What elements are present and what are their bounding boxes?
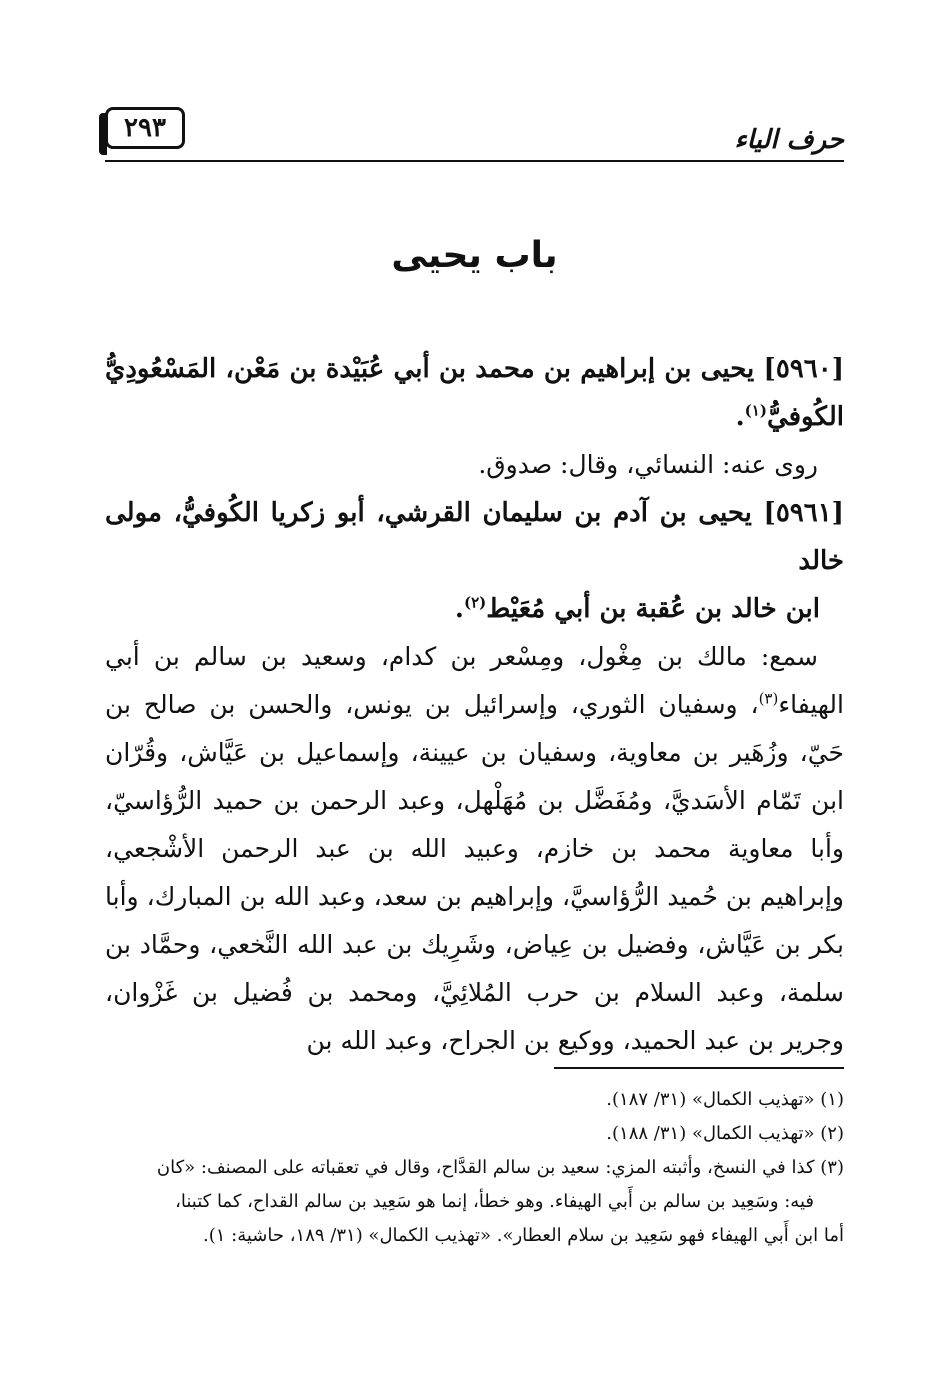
entry-end: . [735, 402, 745, 432]
entry-name: يحيى بن إبراهيم بن محمد بن أبي عُبَيْدة بن مَعْن، المَسْعُودِيُّ الكُوفيُّ [105, 354, 844, 432]
footnotes [105, 1083, 844, 1253]
entry-name-line2: ابن خالد بن عُقبة بن أبي مُعَيْط [486, 594, 820, 624]
footnote-ref[interactable]: (٣) [758, 689, 779, 708]
entry-heading-5961-cont [105, 585, 844, 633]
header-rule [105, 160, 844, 162]
entry-end: . [454, 594, 464, 624]
entry-body-5960: روى عنه: النسائي، وقال: صدوق. [478, 450, 818, 479]
body-text-part1: سمع: مالك بن مِغْول، ومِسْعر بن كدام، وسعيد بن سالم بن أبي الهيفاء [105, 642, 844, 719]
body-text-part2: ، وسفيان الثوري، وإسرائيل بن يونس، والحسن بن صالح بن حَيّ، وزُهَير بن معاوية، وسفيان بن عيينة، وإسماعيل بن عَيَّاش، وقُرّان ابن تَمّام الأسَديَّ، ومُفَضَّل بن مُهَلْهل، وعبد الرحمن بن حميد الرُّؤاسيّ، وأبا معاوية محمد بن خازم، وعبيد الله بن عبد الرحمن الأشْجعي، وإبراهيم بن حُميد الرُّؤاسيَّ، وإبراهيم بن سعد، وعبد الله بن المبارك، وأبا بكر بن عَيَّاش، وفضيل بن عِياض، وشَرِيك بن عبد الله النَّخعي، وحمَّاد بن سلمة، وعبد السلام بن حرب المُلائِيَّ، ومحمد بن فُضيل بن غَزْوان، وجرير بن عبد الحميد، ووكيع بن الجراح، وعبد الله بن [105, 690, 844, 1055]
entry-name-line1: يحيى بن آدم بن سليمان القرشي، أبو زكريا الكُوفيُّ، مولى خالد [105, 498, 844, 576]
footnote-text-line2: فيه: وسَعِيد بن سالم بن أَبي الهيفاء. وهو خطأ، إنما هو سَعِيد بن سالم القداح، كما كتبنا، [175, 1191, 814, 1212]
footnote-rule [554, 1067, 844, 1069]
footnote-2 [105, 1117, 844, 1151]
entry-heading-5960 [105, 345, 844, 441]
main-text [105, 345, 844, 1065]
footnote-ref[interactable]: (٢) [463, 593, 487, 612]
footnote-marker: (١) [820, 1089, 844, 1110]
entry-heading-5961 [105, 489, 844, 585]
running-title: حرف الياء [734, 125, 844, 155]
footnote-1 [105, 1083, 844, 1117]
footnote-text: «تهذيب الكمال» (٣١/ ١٨٨). [606, 1123, 815, 1144]
footnote-marker: (٢) [820, 1123, 844, 1144]
footnote-marker: (٣) [820, 1157, 844, 1178]
chapter-title: باب يحيى [391, 235, 558, 276]
footnote-text-line1: كذا في النسخ، وأثبته المزي: سعيد بن سالم القدَّاح، وقال في تعقباته على المصنف: «كان [156, 1157, 815, 1178]
footnote-text: «تهذيب الكمال» (٣١/ ١٨٧). [606, 1089, 815, 1110]
footnote-ref[interactable]: (١) [744, 401, 767, 420]
footnote-text-line3: أما ابن أَبي الهيفاء فهو سَعِيد بن سلام العطار». «تهذيب الكمال» (٣١/ ١٨٩، حاشية: ١). [203, 1225, 844, 1246]
footnote-3 [105, 1151, 844, 1253]
page-number: ٢٩٣ [105, 107, 185, 149]
entry-number: [٥٩٦٠] [763, 354, 844, 384]
entry-number: [٥٩٦١] [763, 498, 844, 528]
entry-body-5961 [105, 633, 844, 1065]
